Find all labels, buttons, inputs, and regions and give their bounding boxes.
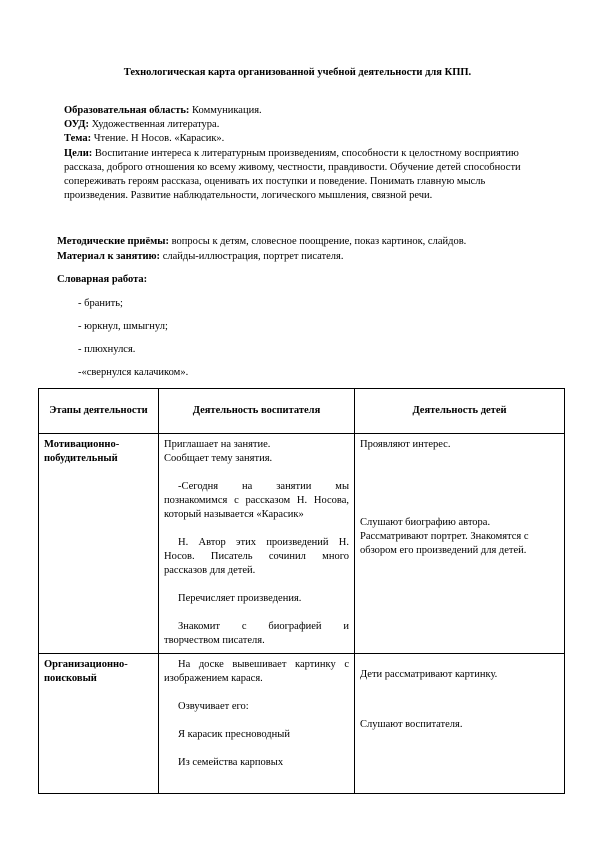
teacher-text: Приглашает на занятие. (164, 439, 271, 450)
stage-cell: Организационно-поисковый (39, 654, 159, 794)
topic-line (64, 132, 524, 146)
teacher-cell (159, 654, 355, 794)
goals-value: Воспитание интереса к литературным произведениям, способности к целостному восприятию рассказа, доброго отношения ко всему живому, честности, правдивости. Обучение детей способности сопереживать героям рассказа, оценивать их поступки и поведение. Понимать главную мысль произведения. Развитие наблюдательности, логического мышления, связной речи. (64, 147, 521, 202)
material-label: Материал к занятию: (57, 251, 161, 262)
goals-label: Цели: (64, 147, 93, 159)
area-label: Образовательная область: (64, 105, 190, 116)
children-text: Дети рассматривают картинку. (360, 669, 498, 680)
teacher-text: На доске вывешивает картинку с изображением карася. (164, 659, 349, 684)
table-header-row (39, 389, 565, 434)
children-cell (355, 654, 565, 794)
stage-cell: Мотивационно-побудительный (39, 434, 159, 654)
teacher-text: Из семейства карповых (178, 757, 284, 768)
vocab-title: Словарная работа: (57, 274, 148, 285)
teacher-text: Сообщает тему занятия. (164, 453, 273, 464)
techniques-line (57, 234, 537, 249)
header-children: Деятельность детей (355, 389, 565, 434)
intro-section (64, 104, 524, 203)
teacher-text: Знакомит с биографией и творчеством писателя. (164, 621, 349, 646)
oud-line (64, 118, 524, 132)
vocab-list (78, 298, 188, 390)
children-text: Проявляют интерес. (360, 439, 451, 450)
topic-value: Чтение. Н Носов. «Карасик». (91, 133, 225, 145)
vocab-item: - юркнул, шмыгнул; (78, 321, 168, 332)
activity-table (38, 388, 565, 794)
children-text: Слушают воспитателя. (360, 719, 463, 730)
children-text: Слушают биографию автора. Рассматривают портрет. Знакомятся с обзором его произведений для детей. (360, 517, 529, 556)
teacher-text: Озвучивает его: (178, 701, 249, 712)
techniques-label: Методические приёмы: (57, 236, 169, 247)
table-row (39, 434, 565, 654)
vocab-item: -«свернулся калачиком». (78, 367, 189, 378)
teacher-cell (159, 434, 355, 654)
children-cell (355, 434, 565, 654)
goals-line (64, 147, 524, 204)
oud-label: ОУД: (64, 119, 89, 131)
topic-label: Тема: (64, 133, 92, 145)
methods-section (57, 234, 537, 264)
techniques-value: вопросы к детям, словесное поощрение, показ картинок, слайдов. (168, 236, 467, 247)
teacher-text: -Сегодня на занятии мы познакомимся с рассказом Н. Носова, который называется «Карасик» (164, 481, 349, 520)
teacher-text: Я карасик пресноводный (178, 729, 290, 740)
area-line (64, 104, 524, 118)
oud-value: Художественная литература. (88, 119, 220, 131)
material-line (57, 249, 537, 264)
teacher-text: Н. Автор этих произведений Н. Носов. Писатель сочинил много рассказов для детей. (164, 537, 349, 576)
vocab-item: - плюхнулся. (78, 344, 136, 355)
table-row (39, 654, 565, 794)
header-stages: Этапы деятельности (39, 389, 159, 434)
vocab-item: - бранить; (78, 298, 123, 309)
teacher-text: Перечисляет произведения. (178, 593, 302, 604)
document-title: Технологическая карта организованной учебной деятельности для КПП. (123, 67, 472, 78)
material-value: слайды-иллюстрация, портрет писателя. (160, 251, 344, 262)
area-value: Коммуникация. (189, 105, 262, 116)
header-teacher: Деятельность воспитателя (159, 389, 355, 434)
